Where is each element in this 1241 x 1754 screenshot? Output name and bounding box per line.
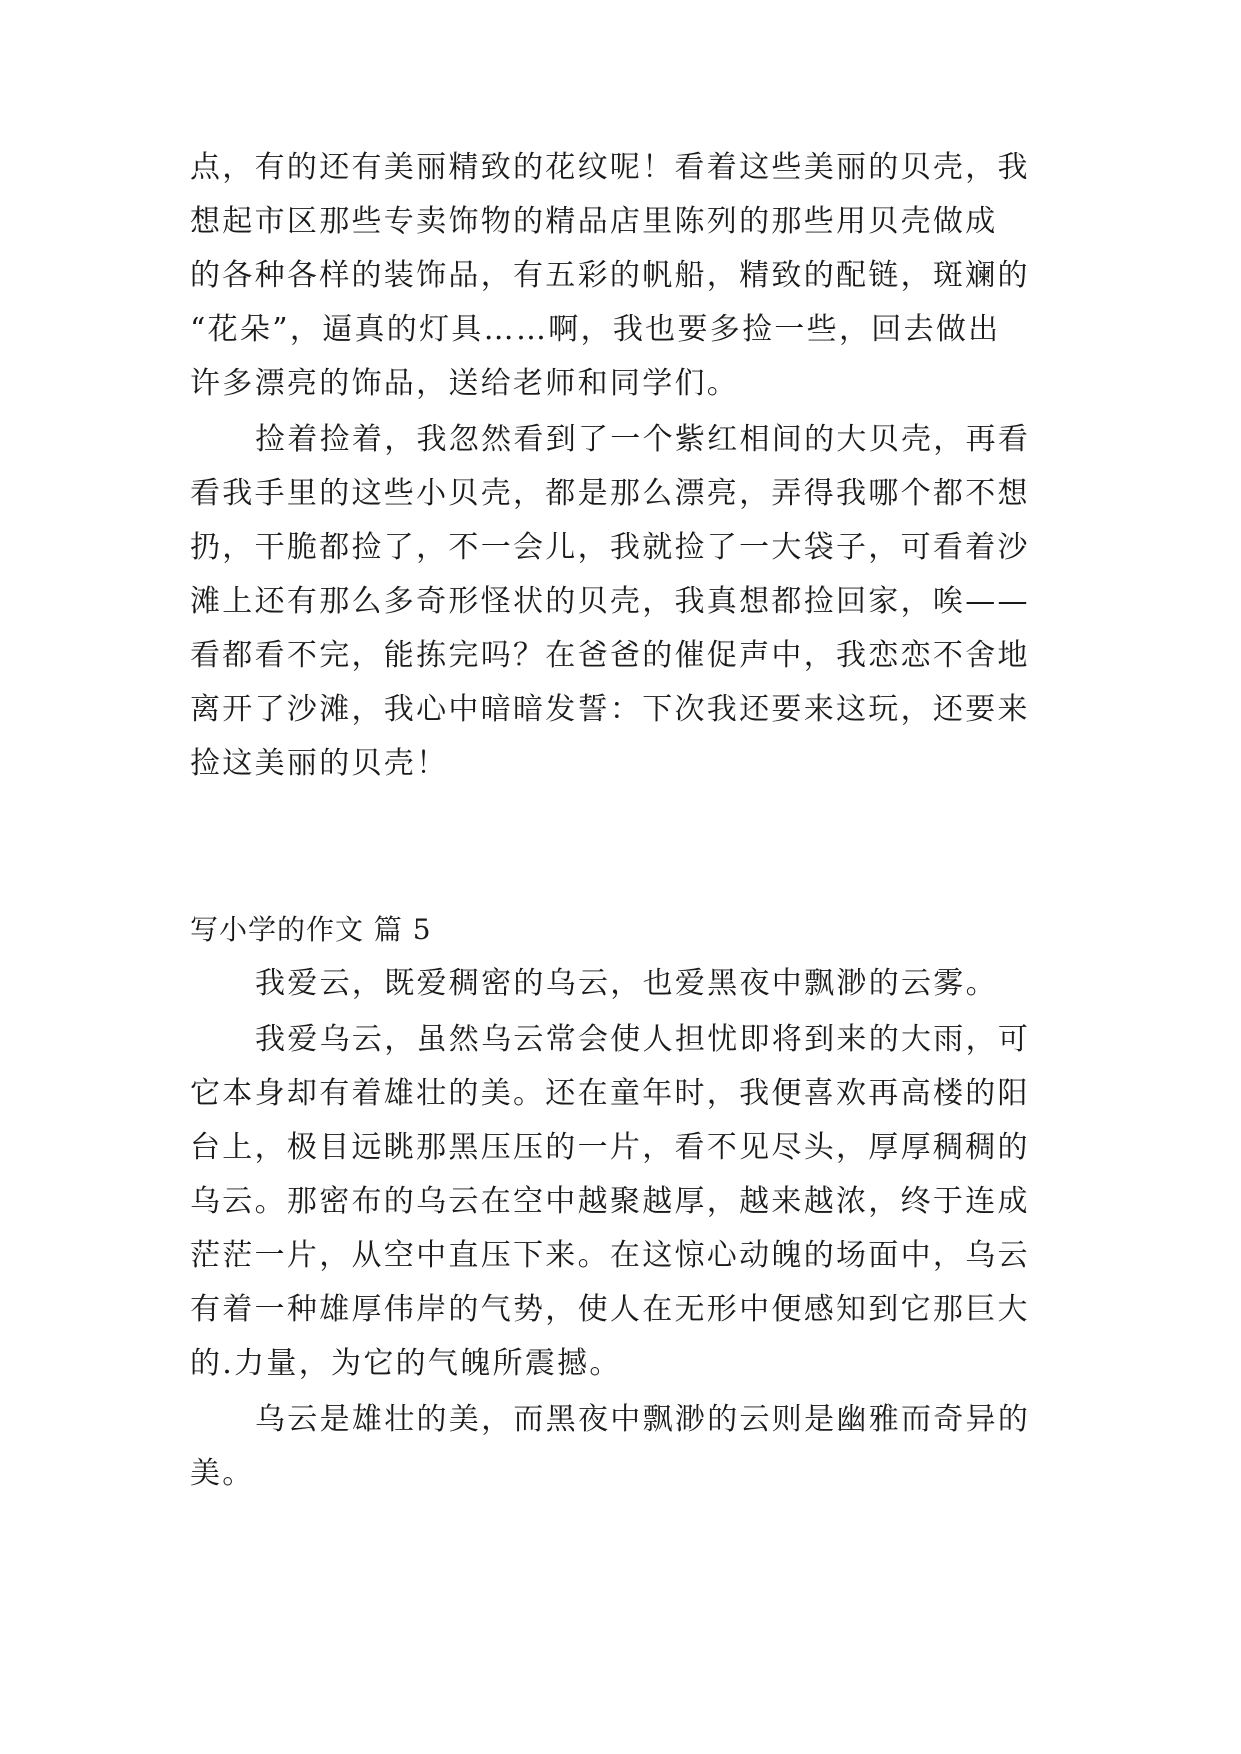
text-line: 许多漂亮的饰品，送给老师和同学们。 [190, 366, 740, 401]
section-heading: 写小学的作文 篇 5 [190, 913, 432, 946]
text-line: 台上，极目远眺那黑压压的一片，看不见尽头，厚厚稠稠的 [190, 1130, 1030, 1165]
text-line: 点，有的还有美丽精致的花纹呢！看着这些美丽的贝壳，我 [190, 150, 1030, 185]
text-line: 捡这美丽的贝壳！ [190, 746, 449, 781]
text-line: 的.力量，为它的气魄所震撼。 [190, 1346, 622, 1381]
text-line: 想起市区那些专卖饰物的精品店里陈列的那些用贝壳做成 [190, 204, 998, 239]
text-line: 捡着捡着，我忽然看到了一个紫红相间的大贝壳，再看 [255, 422, 1031, 457]
text-line: 它本身却有着雄壮的美。还在童年时，我便喜欢再高楼的阳 [190, 1076, 1030, 1111]
text-line: 滩上还有那么多奇形怪状的贝壳，我真想都捡回家，唉—— [190, 584, 1030, 619]
text-line: 扔，干脆都捡了，不一会儿，我就捡了一大袋子，可看着沙 [190, 530, 1030, 565]
text-line: 乌云。那密布的乌云在空中越聚越厚，越来越浓，终于连成 [190, 1184, 1030, 1219]
text-line: 我爱云，既爱稠密的乌云，也爱黑夜中飘渺的云雾。 [255, 966, 998, 1001]
text-line: 看都看不完，能拣完吗？在爸爸的催促声中，我恋恋不舍地 [190, 638, 1030, 673]
text-line: 有着一种雄厚伟岸的气势，使人在无形中便感知到它那巨大 [190, 1292, 1030, 1327]
text-line: 离开了沙滩，我心中暗暗发誓：下次我还要来这玩，还要来 [190, 692, 1030, 727]
text-line: 的各种各样的装饰品，有五彩的帆船，精致的配链，斑斓的 [190, 258, 1030, 293]
text-line: 看我手里的这些小贝壳，都是那么漂亮，弄得我哪个都不想 [190, 476, 1030, 511]
text-line: 我爱乌云，虽然乌云常会使人担忧即将到来的大雨，可 [255, 1022, 1031, 1057]
text-line: 美。 [190, 1456, 255, 1491]
text-line: “花朵”，逼真的灯具……啊，我也要多捡一些，回去做出 [190, 312, 1001, 347]
text-line: 乌云是雄壮的美，而黑夜中飘渺的云则是幽雅而奇异的 [255, 1402, 1031, 1437]
text-line: 茫茫一片，从空中直压下来。在这惊心动魄的场面中，乌云 [190, 1238, 1030, 1273]
